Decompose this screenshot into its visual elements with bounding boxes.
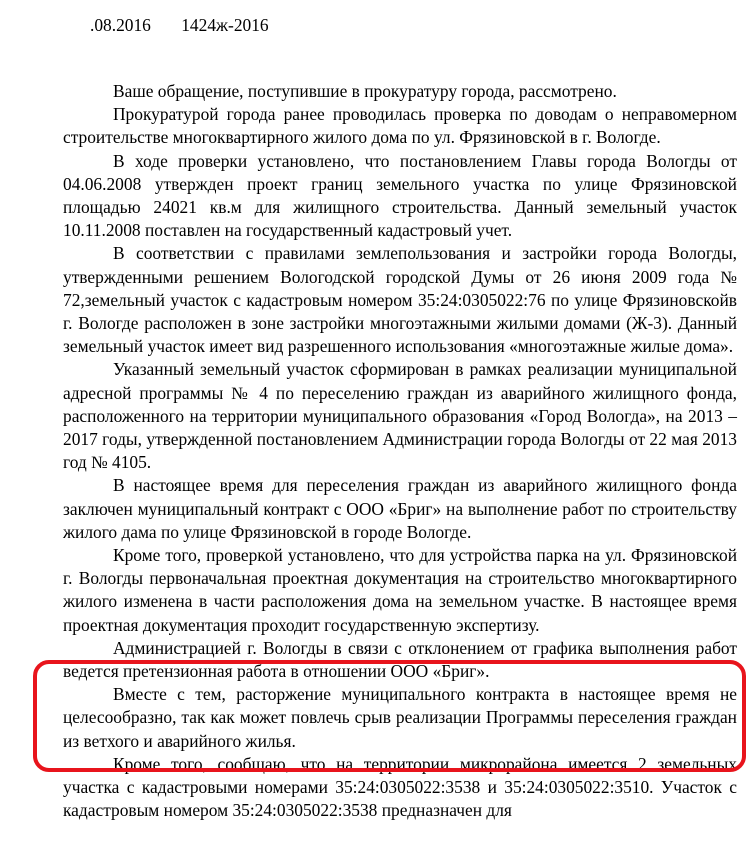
paragraph-contract: В настоящее время для переселения граждан из аварийного жилищного фонда заключен муниципальный контракт с ООО «Бриг» на выполнение работ по строительству жилого дама по улице Фрязиновской в городе Вологде. bbox=[63, 475, 737, 542]
paragraph-intro: Ваше обращение, поступившие в прокуратуру города, рассмотрено. bbox=[113, 81, 617, 101]
paragraph-termination: Вместе с тем, расторжение муниципального контракта в настоящее время не целесообразно, так как может повлечь срыв реализации Программы переселения граждан из ветхого и аварийного жилья. bbox=[63, 684, 737, 751]
letter-date: .08.2016 bbox=[90, 15, 151, 35]
paragraph-prior-inspection: Прокуратурой города ранее проводилась проверка по доводам о неправомерном строительстве многоквартирного жилого дома по ул. Фрязиновской в г. Вологде. bbox=[63, 104, 737, 148]
letter-number: 1424ж-2016 bbox=[181, 15, 269, 35]
letter-header bbox=[90, 13, 269, 37]
paragraph-land-plot: В ходе проверки установлено, что постановлением Главы города Вологды от 04.06.2008 утвержден проект границ земельного участка по улице Фрязиновской площадью 24021 кв.м для жилищного строительства. Данный земельный участок 10.11.2008 поставлен на государственный кадастровый учет. bbox=[63, 150, 737, 241]
paragraph-park: Кроме того, проверкой установлено, что для устройства парка на ул. Фрязиновской г. Вологды первоначальная проектная документация на строительство многоквартирного жилого изменена в части расположения дома на земельном участке. В настоящее время проектная документация проходит государственную экспертизу. bbox=[63, 545, 737, 635]
paragraph-zoning: В соответствии с правилами землепользования и застройки города Вологды, утвержденными решением Вологодской городской Думы от 26 июня 2009 года № 72,земельный участок с кадастровым номером 35:24:0305022:76 по улице Фрязиновскойв г. Вологде расположен в зоне застройки многоэтажными жилыми домами (Ж-3). Данный земельный участок имеет вид разрешенного использования «многоэтажные жилые дома». bbox=[63, 243, 737, 357]
paragraph-claim-work: Администрацией г. Вологды в связи с отклонением от графика выполнения работ ведется претензионная работа в отношении ООО «Бриг». bbox=[63, 637, 737, 682]
paragraph-program: Указанный земельный участок сформирован в рамках реализации муниципальной адресной программы № 4 по переселению граждан из аварийного жилищного фонда, расположенного на территории муниципального образования «Город Вологда», на 2013 – 2017 годы, утвержденной постановлением Администрации города Вологды от 22 мая 2013 год № 4105. bbox=[63, 359, 737, 473]
letter-body bbox=[63, 80, 737, 823]
paragraph-additional-plots: Кроме того, сообщаю, что на территории микрорайона имеется 2 земельных участка с кадастровыми номерами 35:24:0305022:3538 и 35:24:0305022:3510. Участок с кадастровым номером 35:24:0305022:3538 предназначен для bbox=[63, 753, 737, 821]
